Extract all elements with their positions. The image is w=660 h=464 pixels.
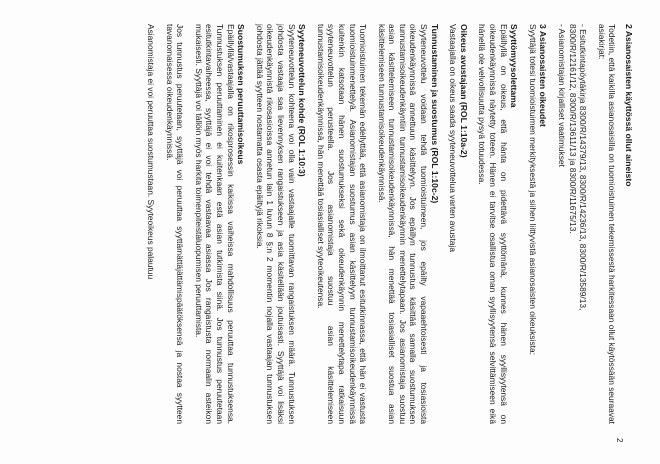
list-item: - Asianomistajan kirjalliset vaatimukset	[557, 24, 568, 167]
document-body	[137, 24, 634, 424]
syyttomyys-paragraph: Epäillyllä on oikeus, että hänta on pidettävä syyttömänä, kunnes hänen syyllisyytensä on oikeudenkäynnissä näytetty toteen. Hänen ei tarvitse osallistua oman syyllisyytensä selvittämiseen eikä hänellä ole velvollisuutta pysyä totuudessa.	[477, 24, 509, 424]
avustaja-paragraph: Vastaajalla on oikeus saada syyteneuvottelua varten avustaja	[448, 24, 459, 252]
heading-aineisto: 2 Asianosaisten käyttössä ollut aineisto	[624, 24, 634, 187]
intro-paragraph: Todetiin, että kaikilla asianosaisilla on tuomioistuimen tekemissestä harkitessaan ollut käytössään seuraavat asiakirjat:	[596, 24, 618, 424]
peruuttaminen-paragraph: Epäillyllä/vastaajalla on rikosprosessin kaikissa vaiheissa mahdollisuus peruuttaa tunnustuksensa. Tunnustuksen peruuttaminen ei kuitenkaan estä asian tutkimista siinä. Jos tunnustus peruutetaan esitutkintavaiheessa, syyttäjä ei voi tehdä vastaavaa asiassa Jos rangaistusta normaalin asteikon mukaisesti. Syyttäjä voi tällöin myös harkita toimenpiteistäluopumisen peruuttamista.	[193, 24, 236, 424]
heading-kohde: Syyteneuvottelun kohde (ROL 1:10:3)	[297, 24, 308, 177]
heading-avustaja: Oikeus avustajaan (ROL 1:10a-2)	[458, 24, 469, 158]
document-list	[556, 24, 588, 424]
heading-tunnustaminen: Tunnustaminen ja suostumus (ROL 1:10c-2)	[429, 24, 440, 204]
heading-peruuttaminen: Suostumuksen peruuttamisoikeus	[236, 24, 247, 165]
tuomioistuin-paragraph: Tuomioistuimen tekemän edellyttää, että asianomistaja on ilmoittanut esitutkinnassa, että hän ei vastusta tuomioistuinmenettelyä. Asianomistajan suostumus asian käsittelyyn tunnustamisoikeudenkäynnissä kuitenkin katsotaan hänen suostumukseksi sekä oikeudenkäynnin menettelytapa ratkaisuun syyteneuvottelun perusteella. Jos asianomistaja suostuu asian käsittelemiseen tunnustamisoikeudenkäynnissä, hän menettää tosiasialliset syyteoikeutensa.	[315, 24, 369, 424]
kohde-paragraph: Syyteneuvottelun kohteena voi olla vain vastaajalle tuomittavan rangaistuksen määrä. Tunnustuksen johdosta vastaaja saa lievennyksen rangaistukseen ja asia käsitellään joutuisasti. Syyttäjä voi lisäksi oikeudenkäynnistä rikosasioissa annetun lain 1 luvun 8 §:n 2 momentin nojalla vastaajan tunnustuksen johdosta jättää syytteen nostamatta osasta epäiltyjä rikoksia.	[254, 24, 297, 424]
list-item: 8300/R/12161/12, 8300/R/13611/13 ja 8300/R/11675/13.	[567, 24, 578, 234]
oikeudet-paragraph: Syyttäjä totesi tuomioistuimen merkityksestä ja siihen liittyvistä asianosaisten oikeuksista:	[527, 24, 538, 355]
page-number: 2	[615, 438, 624, 443]
heading-oikeudet: 3 Asianosaisten oikeudet	[538, 24, 549, 127]
tunnustaminen-paragraph: Syyteneuvottelu voidaan tehdä tuomioistuimeen, jos epäilty vapaaehtoisesti ja tosiasioista oikeudenkäynnissä annettuun käsittelyyn. Jos epäillyn tunnustus käsittää samalla suostumuksen tunnustamisoikeudenkäyntiin tunnustamisoikeudenkäynnin menettelytapaan. Jos asianomistaja suostuu asian käsittelemiseen tunnustamisoikeudenkäynnissä, hän menettää tosiasialliset suostua asian käsittelemiseen tunnustamisoikeudenkäynnissä.	[376, 24, 430, 424]
closing-paragraph: Asianomistaja ei voi peruuttaa suostumustaan. Syyteoikeus palautuu	[146, 24, 157, 280]
list-item: - Esitutkintapöytäkirja 8300/R/14379/13, 8300/R/14236/13, 8300/R/13589/13,	[578, 24, 589, 311]
heading-syyttomyys: Syyttömyysolettama	[509, 24, 520, 108]
peruutus-paragraph: Jos tunnustus peruutetaan, syyttäjä voi peruuttaa syyttämättäjättämispäätöksensä ja nostaa syytteen tavanomaisessa oikeudenkäynnissä.	[164, 24, 186, 424]
